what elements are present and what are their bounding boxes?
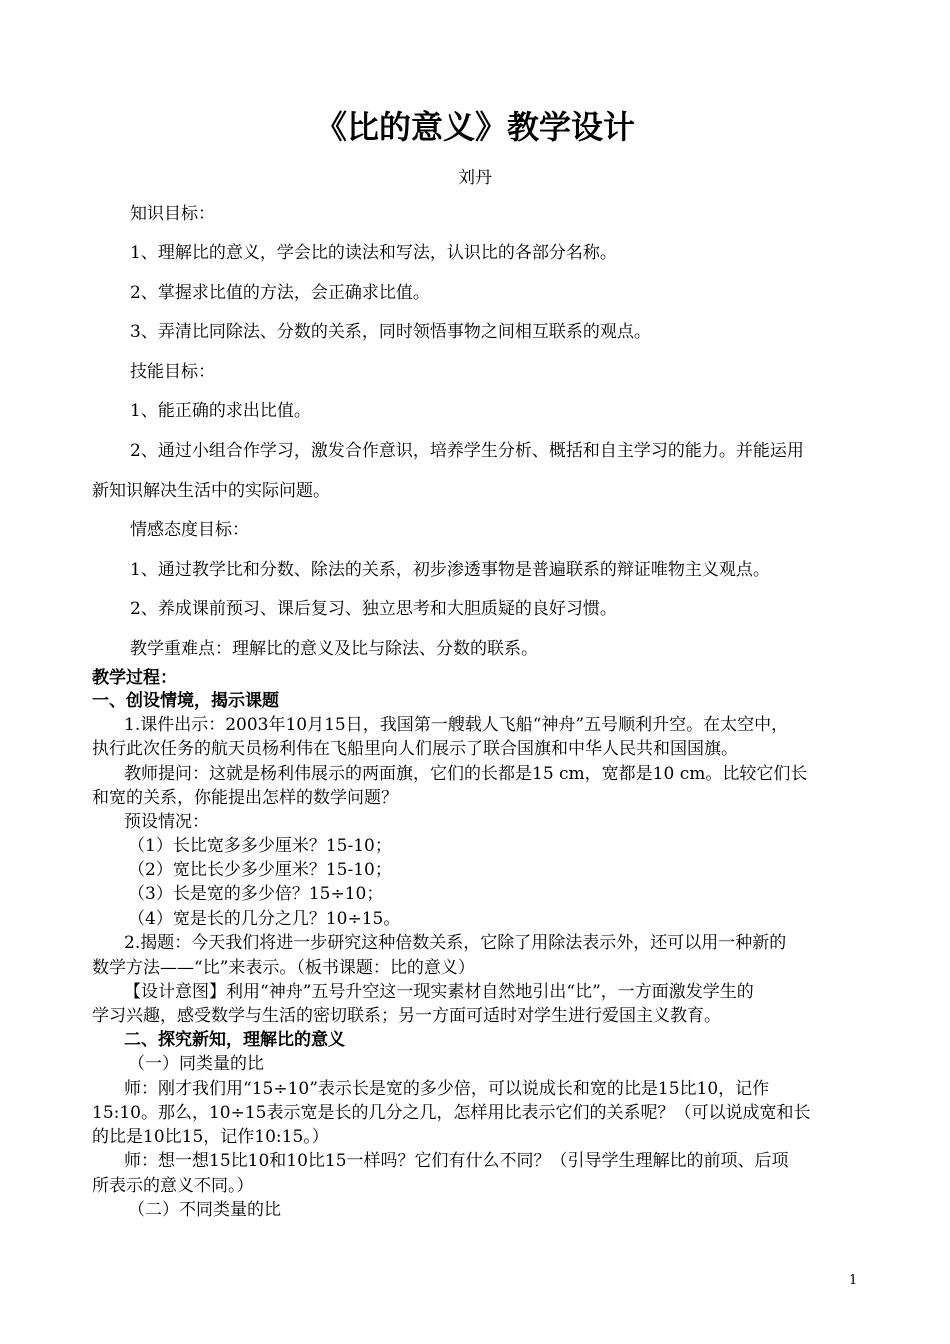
objective-item: 1、能正确的求出比值。 bbox=[130, 401, 311, 421]
objective-heading-knowledge: 知识目标： bbox=[130, 204, 215, 224]
paragraph-line: 师：刚才我们用“15÷10”表示长是宽的多少倍，可以说成长和宽的比是15比10，记作 bbox=[124, 1079, 770, 1099]
objective-item: 3、弄清比同除法、分数的关系，同时领悟事物之间相互联系的观点。 bbox=[130, 322, 651, 342]
objective-item: 1、理解比的意义，学会比的读法和写法，认识比的各部分名称。 bbox=[130, 243, 617, 263]
list-item: （3）长是宽的多少倍？15÷10； bbox=[128, 884, 384, 904]
author-name: 刘丹 bbox=[458, 168, 492, 188]
paragraph-line: 教师提问：这就是杨利伟展示的两面旗，它们的长都是15 cm，宽都是10 cm。比较它们长 bbox=[124, 764, 808, 784]
objective-heading-skill: 技能目标： bbox=[130, 362, 215, 382]
objective-item: 2、养成课前预习、课后复习、独立思考和大胆质疑的良好习惯。 bbox=[130, 599, 617, 619]
objective-item: 2、通过小组合作学习，激发合作意识，培养学生分析、概括和自主学习的能力。并能运用 bbox=[130, 441, 804, 461]
paragraph-line: 的比是10比15，记作10:15。） bbox=[92, 1127, 329, 1147]
objective-heading-emotion: 情感态度目标： bbox=[130, 520, 249, 540]
key-difficulty: 教学重难点：理解比的意义及比与除法、分数的联系。 bbox=[130, 639, 538, 659]
paragraph-line: 数学方法——“比”来表示。（板书课题：比的意义） bbox=[92, 958, 475, 978]
paragraph-line: 15:10。那么，10÷15表示宽是长的几分之几，怎样用比表示它们的关系呢？（可以说成宽和长 bbox=[92, 1103, 811, 1123]
paragraph-line: 学习兴趣，感受数学与生活的密切联系；另一方面可适时对学生进行爱国主义教育。 bbox=[92, 1006, 721, 1026]
paragraph-line: 和宽的关系，你能提出怎样的数学问题？ bbox=[92, 788, 398, 808]
section-heading: 二、探究新知，理解比的意义 bbox=[124, 1030, 345, 1050]
paragraph-line: 师：想一想15比10和10比15一样吗？它们有什么不同？（引导学生理解比的前项、后项 bbox=[124, 1151, 789, 1171]
paragraph-line: 所表示的意义不同。） bbox=[92, 1176, 254, 1196]
objective-item-continued: 新知识解决生活中的实际问题。 bbox=[92, 481, 330, 501]
subsection-heading: （一）同类量的比 bbox=[128, 1054, 264, 1074]
list-item: （1）长比宽多多少厘米？15-10； bbox=[128, 836, 392, 856]
section-heading: 一、创设情境，揭示课题 bbox=[92, 691, 279, 711]
list-item: （4）宽是长的几分之几？10÷15。 bbox=[128, 909, 401, 929]
subsection-heading: （二）不同类量的比 bbox=[128, 1200, 281, 1220]
paragraph-line: 【设计意图】利用“神舟”五号升空这一现实素材自然地引出“比”，一方面激发学生的 bbox=[124, 982, 754, 1002]
list-item: （2）宽比长少多少厘米？15-10； bbox=[128, 860, 392, 880]
paragraph-line: 预设情况： bbox=[124, 812, 209, 832]
page-number: 1 bbox=[849, 1273, 858, 1288]
paragraph-line: 2.揭题：今天我们将进一步研究这种倍数关系，它除了用除法表示外，还可以用一种新的 bbox=[124, 933, 787, 953]
objective-item: 2、掌握求比值的方法，会正确求比值。 bbox=[130, 283, 430, 303]
section-heading-process: 教学过程： bbox=[92, 668, 177, 688]
document-title: 《比的意义》教学设计 bbox=[314, 108, 635, 146]
objective-item: 1、通过教学比和分数、除法的关系，初步渗透事物是普遍联系的辩证唯物主义观点。 bbox=[130, 560, 770, 580]
paragraph-line: 执行此次任务的航天员杨利伟在飞船里向人们展示了联合国旗和中华人民共和国国旗。 bbox=[92, 739, 738, 759]
paragraph-line: 1.课件出示：2003年10月15日，我国第一艘载人飞船“神舟”五号顺利升空。在太空中， bbox=[124, 715, 789, 735]
